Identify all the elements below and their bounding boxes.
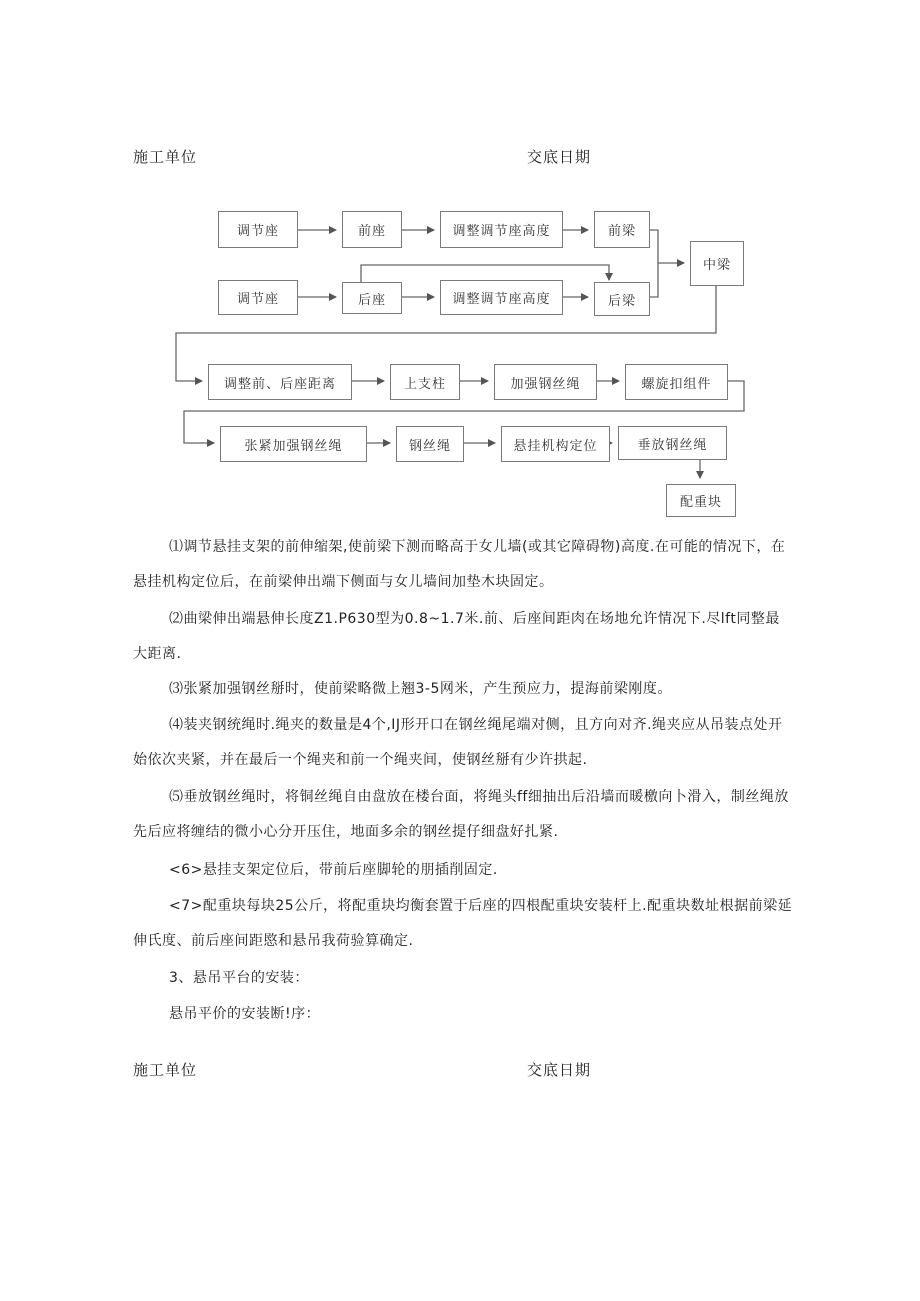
flow-box-reinforce-rope: 加强钢丝绳: [494, 364, 597, 400]
paragraph-6: <6>悬挂支架定位后，带前后座脚轮的朋插削固定.: [169, 862, 498, 878]
handover-date-label: 交底日期: [527, 148, 592, 166]
flow-box-adjust-height-1: 调整调节座高度: [440, 211, 563, 248]
paragraph-7: <7>配重块每块25公斤，将配重块均衡套置于后座的四根配重块安装杆上.配重块数址根据前梁延伸氏度、前后座间距愍和悬吊我荷验算确定.: [133, 898, 793, 949]
construction-unit-label: 施工单位: [133, 148, 198, 166]
section-heading-3: 3、悬吊平台的安装：: [169, 970, 309, 986]
flow-box-tension-rope: 张紧加强钢丝绳: [220, 426, 367, 462]
paragraph-2: ⑵曲梁伸出端悬伸长度Z1.P630型为0.8~1.7米.前、后座间距肉在场地允许情况下.尽lft同整最大距离.: [133, 611, 780, 662]
paragraph-4: ⑷装夹钢统绳时.绳夹的数量是4个,IJ形开口在钢丝绳尾端对侧，且方向对齐.绳夹应从吊装点处开始依次夹紧，并在最后一个绳夹和前一个绳夹间，使钢丝掰有少许拱起.: [133, 717, 783, 768]
flow-box-position-mechanism: 悬挂机构定位: [501, 426, 610, 462]
flow-box-middle-beam: 中梁: [690, 241, 744, 286]
flow-box-adjust-distance: 调整前、后座距离: [208, 364, 352, 400]
handover-date-label-bottom: 交底日期: [527, 1061, 592, 1079]
flow-box-turnbuckle: 螺旋扣组件: [625, 364, 728, 400]
flow-box-adjust-height-2: 调整调节座高度: [440, 280, 563, 315]
flow-box-adjust-seat-1: 调节座: [218, 211, 298, 248]
flow-box-counterweight: 配重块: [666, 484, 736, 517]
flow-box-rear-seat: 后座: [342, 282, 402, 314]
flow-box-front-beam: 前梁: [594, 211, 650, 248]
paragraph-9: 悬吊平价的安装断!序：: [169, 1006, 321, 1022]
flow-box-upper-pillar: 上支柱: [390, 364, 460, 400]
flow-box-adjust-seat-2: 调节座: [218, 280, 298, 315]
flow-box-wire-rope: 钢丝绳: [396, 426, 464, 462]
paragraph-1: ⑴调节悬挂支架的前伸缩架,使前梁下测而略高于女儿墙(或其它障碍物)高度.在可能的情况下，在悬挂机构定位后，在前梁伸出端下侧面与女儿墙间加垫木块固定。: [133, 539, 786, 590]
flow-box-lower-rope: 垂放钢丝绳: [618, 426, 727, 460]
construction-unit-label-bottom: 施工单位: [133, 1061, 198, 1079]
paragraph-5: ⑸垂放钢丝绳时，将铜丝绳自由盘放在楼台面，将绳头ff细抽出后沿墙而暖檄向卜滑入，制丝绳放先后应将缠结的微小心分开压住，地面多余的钢丝提仔细盘好扎紧.: [133, 789, 789, 840]
flow-box-rear-beam: 后梁: [594, 282, 650, 316]
paragraph-3: ⑶张紧加强钢丝掰时，使前梁略微上翘3-5网米，产生预应力，提海前梁刚度。: [169, 681, 672, 697]
merge-bracket: [650, 230, 658, 297]
flow-box-front-seat: 前座: [342, 211, 402, 248]
